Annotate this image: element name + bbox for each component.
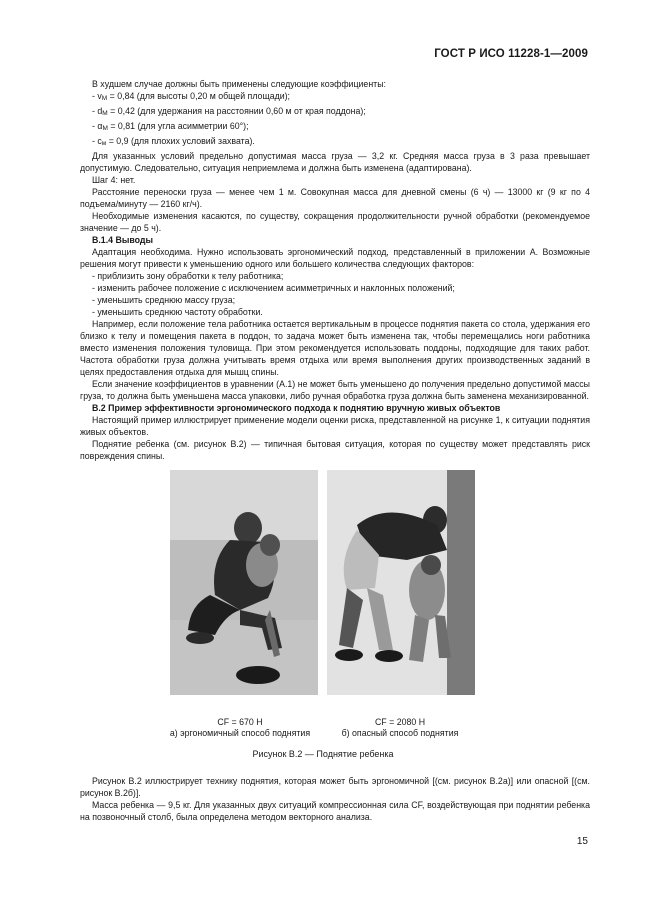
- document-code-header: ГОСТ Р ИСО 11228-1—2009: [434, 48, 588, 60]
- paragraph: Например, если положение тела работника остается вертикальным в процессе поднятия пакета со стола, удержания его близко к телу и помещения пакета в поддон, то задача может быть изменена так, чтобы перемещались ноги работника вместо изменения положения туловища. При этом рекомендуется использовать поддоны, подходящие для таких работ. Частота обработки груза должна учитывать время отдыха или время выполнения других производственных заданий в целях предоставления отдыха для мышц спины.: [80, 319, 590, 377]
- paragraph: Адаптация необходима. Нужно использовать эргономический подход, представленный в приложении А. Возможные решения могут привести к уменьшению одного или большего количества следующих факторов:: [80, 247, 590, 269]
- photo-dangerous-lifting: [327, 470, 475, 695]
- factor-item: - приблизить зону обработки к телу работника;: [92, 271, 284, 281]
- post-figure-text: [80, 775, 590, 823]
- subcaption-dangerous: б) опасный способ поднятия: [341, 728, 459, 738]
- step-4-line: Шаг 4: нет.: [92, 175, 136, 185]
- cf-value-ergonomic: CF = 670 Н: [217, 717, 263, 727]
- label-ergonomic: [160, 717, 320, 739]
- paragraph: Рисунок В.2 иллюстрирует технику поднятия, которая может быть эргономичной [(см. рисунок В.2а)] или опасной [(см. рисунок В.2б)].: [80, 776, 590, 798]
- page-number: 15: [576, 836, 588, 847]
- paragraph: Поднятие ребенка (см. рисунок В.2) — типичная бытовая ситуация, которая по существу может представлять риск повреждения спины.: [80, 439, 590, 461]
- paragraph: Масса ребенка — 9,5 кг. Для указанных двух ситуаций компрессионная сила CF, воздействующая при поднятии ребенка на позвоночный столб, была определена методом векторного анализа.: [80, 800, 590, 822]
- photo-ergonomic-lifting: [170, 470, 318, 695]
- subcaption-ergonomic: а) эргономичный способ поднятия: [169, 728, 311, 738]
- factor-item: - уменьшить среднюю частоту обработки.: [92, 307, 263, 317]
- label-dangerous: [320, 717, 480, 739]
- paragraph: Необходимые изменения касаются, по существу, сокращения продолжительности ручной обработки (рекомендуемое значение — до 5 ч).: [80, 211, 590, 233]
- paragraph: Если значение коэффициентов в уравнении (А.1) не может быть уменьшено до получения предельно допустимой массы груза, то должна быть уменьшена масса упаковки, либо ручная обработка груза должна быть заменена механизированной.: [80, 379, 590, 401]
- paragraph: Настоящий пример иллюстрирует применение модели оценки риска, представленной на рисунке 1, к ситуации поднятия живых объектов.: [80, 415, 590, 437]
- coefficient-item: - vМ = 0,84 (для высоты 0,20 м общей площади);: [92, 91, 291, 102]
- figure-b2: [170, 470, 480, 730]
- paragraph: Расстояние переноски груза — менее чем 1 м. Совокупная масса для дневной смены (6 ч) — 13000 кг (9 кг по 4 подъема/минуту — 2160 кг/ч).: [80, 187, 590, 209]
- section-heading-b2: В.2 Пример эффективности эргономического подхода к поднятию вручную живых объектов: [92, 403, 501, 413]
- factor-item: - изменить рабочее положение с исключением асимметричных и наклонных положений;: [92, 283, 455, 293]
- body-text: [80, 78, 590, 462]
- coefficient-item: - dМ = 0,42 (для удержания на расстоянии 0,60 м от края поддона);: [92, 106, 366, 117]
- paragraph: Для указанных условий предельно допустимая масса груза — 3,2 кг. Средняя масса груза в 3 раза превышает допустимую. Следовательно, ситуация неприемлема и должна быть изменена (адаптирована).: [80, 151, 590, 173]
- intro-paragraph: В худшем случае должны быть применены следующие коэффициенты:: [92, 79, 386, 89]
- coefficient-item: - cм = 0,9 (для плохих условий захвата).: [92, 136, 255, 147]
- section-heading-b14: В.1.4 Выводы: [92, 235, 153, 245]
- cf-value-dangerous: CF = 2080 Н: [374, 717, 426, 727]
- figure-caption: Рисунок В.2 — Поднятие ребенка: [252, 749, 394, 759]
- coefficient-item: - αМ = 0,81 (для угла асимметрии 60°);: [92, 121, 249, 132]
- factor-item: - уменьшить среднюю массу груза;: [92, 295, 236, 305]
